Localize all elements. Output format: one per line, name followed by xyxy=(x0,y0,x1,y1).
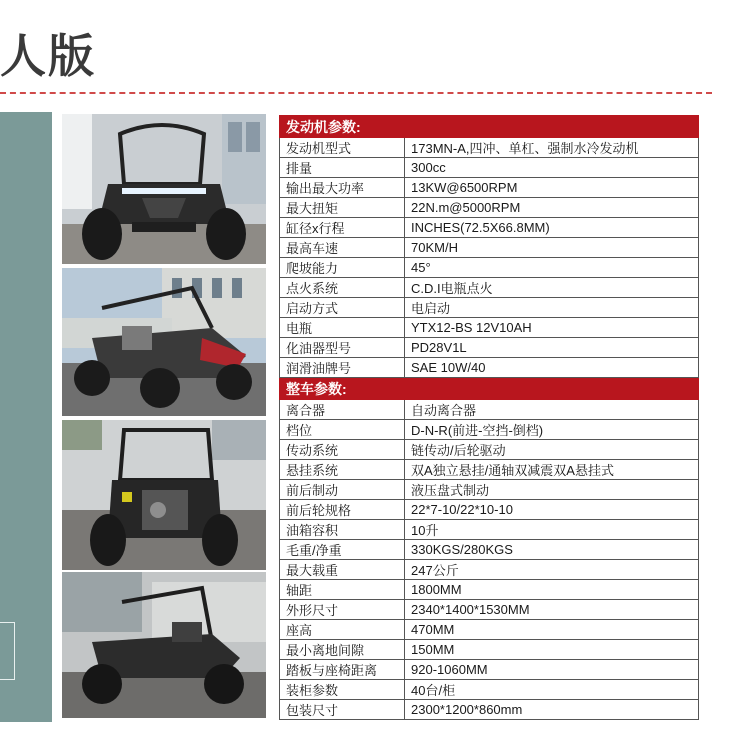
spec-label: 电瓶 xyxy=(280,318,405,338)
spec-label: 档位 xyxy=(280,420,405,440)
vehicle-section-heading: 整车参数: xyxy=(280,378,699,400)
spec-label: 排量 xyxy=(280,158,405,178)
spec-label: 最高车速 xyxy=(280,238,405,258)
spec-label: 发动机型式 xyxy=(280,138,405,158)
spec-value: 链传动/后轮驱动 xyxy=(405,440,699,460)
spec-label: 离合器 xyxy=(280,400,405,420)
spec-row xyxy=(280,198,699,218)
spec-value: 470MM xyxy=(405,620,699,640)
spec-value: PD28V1L xyxy=(405,338,699,358)
spec-row xyxy=(280,540,699,560)
spec-value: C.D.I电瓶点火 xyxy=(405,278,699,298)
spec-row xyxy=(280,298,699,318)
spec-row xyxy=(280,238,699,258)
spec-row xyxy=(280,318,699,338)
spec-label: 装柜参数 xyxy=(280,680,405,700)
spec-row xyxy=(280,460,699,480)
spec-label: 传动系统 xyxy=(280,440,405,460)
spec-label: 前后轮规格 xyxy=(280,500,405,520)
spec-row xyxy=(280,700,699,720)
spec-value: 2340*1400*1530MM xyxy=(405,600,699,620)
spec-value: INCHES(72.5X66.8MM) xyxy=(405,218,699,238)
spec-value: 1800MM xyxy=(405,580,699,600)
spec-value: 电启动 xyxy=(405,298,699,318)
spec-table xyxy=(279,115,699,720)
spec-row xyxy=(280,338,699,358)
spec-row xyxy=(280,620,699,640)
spec-row xyxy=(280,420,699,440)
spec-label: 前后制动 xyxy=(280,480,405,500)
spec-value: 自动离合器 xyxy=(405,400,699,420)
side-outline-box xyxy=(0,622,15,680)
spec-label: 启动方式 xyxy=(280,298,405,318)
spec-row xyxy=(280,158,699,178)
spec-label: 最小离地间隙 xyxy=(280,640,405,660)
spec-row xyxy=(280,258,699,278)
spec-label: 油箱容积 xyxy=(280,520,405,540)
spec-label: 包装尺寸 xyxy=(280,700,405,720)
spec-label: 爬坡能力 xyxy=(280,258,405,278)
spec-row xyxy=(280,178,699,198)
spec-row xyxy=(280,560,699,580)
spec-label: 点火系统 xyxy=(280,278,405,298)
spec-row xyxy=(280,138,699,158)
utv-side-image xyxy=(62,268,266,416)
spec-row xyxy=(280,440,699,460)
spec-value: 70KM/H xyxy=(405,238,699,258)
utv-front-image xyxy=(62,114,266,264)
spec-label: 踏板与座椅距离 xyxy=(280,660,405,680)
spec-row xyxy=(280,600,699,620)
spec-value: 247公斤 xyxy=(405,560,699,580)
spec-row xyxy=(280,500,699,520)
spec-value: 22N.m@5000RPM xyxy=(405,198,699,218)
spec-value: 2300*1200*860mm xyxy=(405,700,699,720)
spec-value: 150MM xyxy=(405,640,699,660)
spec-value: 10升 xyxy=(405,520,699,540)
spec-label: 外形尺寸 xyxy=(280,600,405,620)
spec-value: D-N-R(前进-空挡-倒档) xyxy=(405,420,699,440)
utv-side-photo xyxy=(62,268,266,416)
engine-section-heading: 发动机参数: xyxy=(280,116,699,138)
spec-value: YTX12-BS 12V10AH xyxy=(405,318,699,338)
utv-front-photo xyxy=(62,114,266,264)
spec-value: 300cc xyxy=(405,158,699,178)
spec-value: 173MN-A,四冲、单杠、强制水冷发动机 xyxy=(405,138,699,158)
spec-value: 液压盘式制动 xyxy=(405,480,699,500)
spec-label: 缸径x行程 xyxy=(280,218,405,238)
spec-row xyxy=(280,660,699,680)
utv-rear-photo xyxy=(62,420,266,570)
spec-value: 40台/柜 xyxy=(405,680,699,700)
utv-side-dark-photo xyxy=(62,572,266,718)
spec-label: 毛重/净重 xyxy=(280,540,405,560)
spec-row xyxy=(280,278,699,298)
spec-label: 座高 xyxy=(280,620,405,640)
spec-row xyxy=(280,520,699,540)
spec-value: 45° xyxy=(405,258,699,278)
spec-row xyxy=(280,680,699,700)
spec-value: 920-1060MM xyxy=(405,660,699,680)
spec-row xyxy=(280,400,699,420)
utv-rear-image xyxy=(62,420,266,570)
spec-value: 22*7-10/22*10-10 xyxy=(405,500,699,520)
spec-value: SAE 10W/40 xyxy=(405,358,699,378)
spec-value: 双A独立悬挂/通轴双减震双A悬挂式 xyxy=(405,460,699,480)
spec-label: 润滑油牌号 xyxy=(280,358,405,378)
spec-row xyxy=(280,358,699,378)
spec-row xyxy=(280,580,699,600)
spec-value: 330KGS/280KGS xyxy=(405,540,699,560)
spec-label: 轴距 xyxy=(280,580,405,600)
spec-row xyxy=(280,640,699,660)
spec-row xyxy=(280,480,699,500)
spec-label: 化油器型号 xyxy=(280,338,405,358)
page-title: 人版 xyxy=(0,29,96,83)
spec-label: 输出最大功率 xyxy=(280,178,405,198)
spec-label: 最大扭矩 xyxy=(280,198,405,218)
utv-side-dark-image xyxy=(62,572,266,718)
spec-label: 最大载重 xyxy=(280,560,405,580)
engine-section-header xyxy=(280,116,699,138)
dashed-divider xyxy=(0,92,712,94)
spec-label: 悬挂系统 xyxy=(280,460,405,480)
vehicle-section-header xyxy=(280,378,699,400)
spec-value: 13KW@6500RPM xyxy=(405,178,699,198)
spec-row xyxy=(280,218,699,238)
